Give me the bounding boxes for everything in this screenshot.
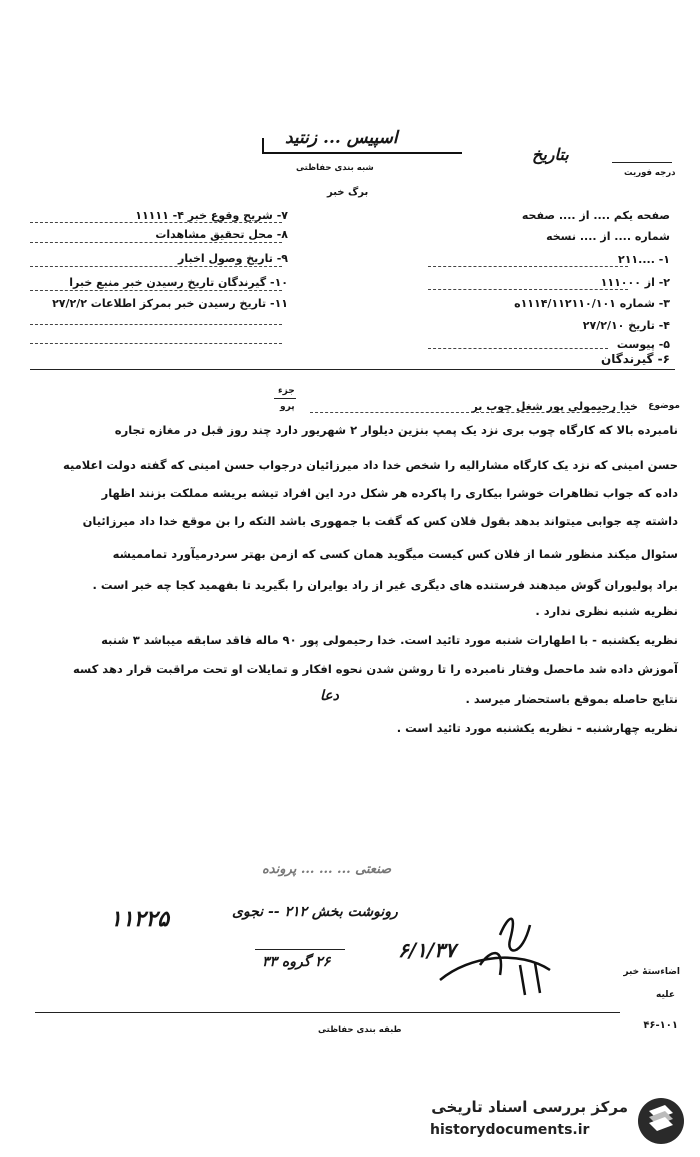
watermark-url: historydocuments.ir — [430, 1122, 590, 1138]
left-field: ۷- شریح وقوع خبر ۴- ۱۱۱۱۱ — [135, 209, 288, 222]
body-line: براد پولیوران گوش میدهند فرستنده های دیگری غیر از راد یوایران را بگیرید تا بفهمید کجا چه خبر است . — [92, 578, 678, 592]
body-line: نتایج حاصله بموقع باستحضار میرسد . — [465, 692, 678, 706]
watermark-org-name: مرکز بررسی اسناد تاریخی — [431, 1098, 628, 1116]
body-line: نظریه چهارشنبه - نظریه یکشنبه مورد تائید است . — [396, 721, 678, 735]
bottom-label-2: علیه — [656, 990, 675, 1000]
body-line: داده که جواب تظاهرات خوشرا بیکاری را پاکرده هر شکل درد این افراد تیشه بریشه مملکت بزنند اظهار — [101, 486, 678, 500]
watermark — [400, 1092, 700, 1152]
left-field-line — [30, 266, 282, 267]
header-title: اسپیس ... زنتید — [285, 128, 398, 148]
subject-line — [310, 412, 630, 413]
classification-underline — [612, 162, 672, 163]
title-underline — [262, 152, 462, 154]
left-field-line — [30, 222, 282, 223]
handwritten-note-2: ۲۶ گروه ۳۳ — [262, 954, 331, 970]
right-field-line — [428, 266, 628, 267]
handwritten-number: ۱۱۲۲۵ — [110, 906, 170, 932]
left-field-line — [30, 242, 282, 243]
body-line: داشته چه جوابی میتواند بدهد بقول فلان کس که گفت با جمهوری باشد التکه را بن موقع خدا داد میرزائیان — [82, 514, 678, 528]
right-field: شماره .... از .... نسخه — [546, 230, 670, 243]
form-name: برگ خبر — [327, 187, 369, 198]
note-underline — [255, 949, 345, 950]
subject-margin-divider — [274, 398, 296, 399]
subject-text: خدا رحیمولی پور شغل چوب بر — [471, 400, 638, 413]
left-field: ۹- تاریخ وصول اخبار — [178, 252, 288, 265]
office-name: شبه بندی حفاظتی — [296, 163, 374, 173]
right-field: ۲- از ۱۱۱۰۰۰ — [600, 276, 670, 289]
right-field: ۳- شماره ۱۱۱۴/۱۱۲۱۱۰/۱۰۱ه — [514, 297, 670, 310]
handwritten-note: رونوشت بخش ۲۱۲ -- نجوی — [232, 904, 398, 920]
right-field: ۵- پیوست — [616, 338, 670, 351]
body-signature: دعا — [320, 688, 339, 704]
faded-handwriting: صنعتی ... ... ... پرونده — [262, 862, 392, 877]
right-field-line — [428, 348, 608, 349]
right-field: ۴- تاریخ ۲۷/۲/۱۰ — [582, 319, 670, 332]
left-field: ۸- محل تحقیق مشاهدات — [155, 228, 288, 241]
body-line: نظریه یکشنبه - با اطهارات شنبه مورد تائید است. خدا رحیمولی پور ۹۰ ماله فاقد سابقه میباشد ۳ شنبه — [101, 633, 678, 647]
classification-handwritten: بتاریخ — [532, 145, 569, 164]
body-line: نظریه شنبه نظری ندارد . — [535, 604, 678, 618]
office-name-bottom: طبقه بندی حفاظتی — [318, 1025, 402, 1035]
form-number: ۴۶-۱۰۱ — [643, 1020, 678, 1031]
left-field-line — [30, 343, 282, 344]
left-field-line — [30, 324, 282, 325]
left-field: ۱۱- تاریخ رسیدن خبر بمرکز اطلاعات ۲۷/۲/۲ — [52, 297, 288, 310]
classification-label: درجه فوریت — [624, 168, 676, 178]
bottom-label-1: اضاءستهٔ خبر — [623, 967, 680, 977]
bottom-separator — [35, 1012, 620, 1013]
title-bracket-left — [262, 138, 264, 154]
signature-scribble — [380, 895, 560, 1005]
subject-margin-note-bottom: پرو — [280, 402, 295, 412]
right-field: ۱- ....۲۱۱ — [618, 253, 670, 266]
body-line: سئوال میکند منظور شما از فلان کس کیست میگوید همان کسی که ازمن بهتر سردرمیآورد تماممیشه — [112, 547, 678, 561]
right-field-line — [428, 289, 628, 290]
subject-label: موضوع — [648, 401, 680, 411]
right-field: ۶- گیرندگان — [601, 352, 670, 366]
subject-margin-note-top: جزء — [278, 386, 295, 396]
body-line: آموزش داده شد ماحصل وفتار نامبرده را تا روشن شدن نحوه افکار و تمایلات او تحت مراقبت قرار دهد کسه — [72, 662, 678, 676]
archive-logo-icon — [635, 1095, 687, 1147]
document-header — [0, 0, 700, 210]
left-field: ۱۰- گیرندگان تاریخ رسیدن خبر منبع خبرا — [69, 276, 288, 289]
left-field-line — [30, 290, 282, 291]
handwritten-date: ۶/۱/۳۷ — [398, 938, 456, 962]
body-line: حسن امینی که نزد یک کارگاه مشارالیه را شخص خدا داد میرزائیان درجواب حسن امینی که گفته دولت اعلامیه — [63, 458, 678, 472]
header-separator — [30, 369, 675, 370]
body-line: نامبرده بالا که کارگاه چوب بری نزد یک پمپ بنزین دیلوار ۲ شهریور دارد چند روز قبل در مغازه تجاره — [114, 423, 678, 437]
right-field: صفحه یکم .... از .... صفحه — [521, 209, 670, 222]
